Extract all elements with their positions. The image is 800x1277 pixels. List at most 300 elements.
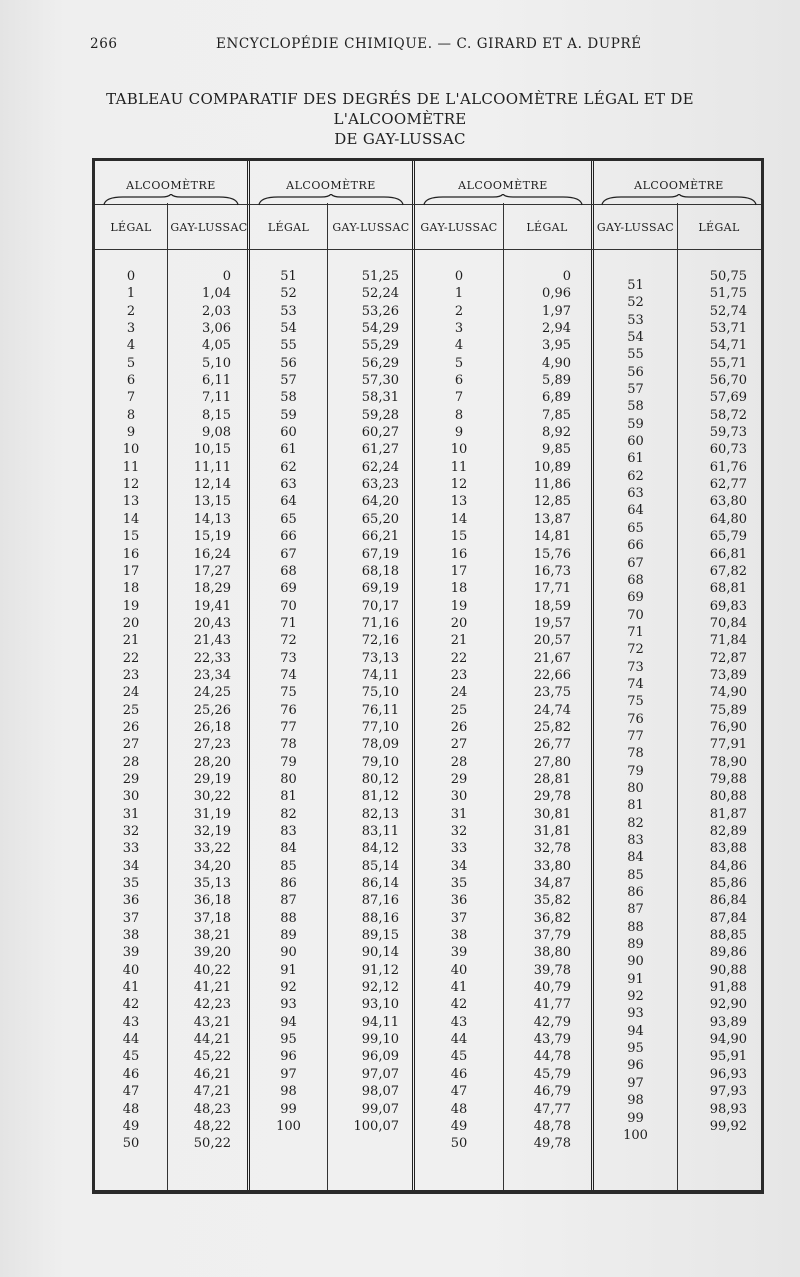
table-cell: 70 (627, 607, 644, 623)
table-cell: 40,79 (533, 980, 571, 996)
table-cell: 73 (627, 659, 644, 675)
table-cell: 38,80 (533, 945, 571, 961)
table-cell: 64,80 (709, 511, 747, 527)
table-cell: 48,22 (193, 1118, 231, 1134)
table-cell: 63,80 (709, 494, 747, 510)
table-cell: 50 (122, 1136, 140, 1152)
table-cell: 65 (280, 511, 297, 527)
table-cell: 62 (280, 459, 297, 475)
table-cell: 60 (627, 434, 644, 450)
table-cell: 19,57 (533, 615, 571, 631)
table-cell: 11,86 (533, 477, 571, 493)
table-cell: 28 (450, 754, 468, 770)
col-g2-legal (250, 268, 327, 1135)
table-cell: 38 (122, 928, 140, 944)
table-cell: 3 (454, 321, 464, 337)
table-cell: 55,29 (361, 338, 399, 354)
table-cell: 60,73 (709, 442, 747, 458)
table-cell: 78,90 (709, 754, 747, 770)
table-cell: 56 (627, 364, 644, 380)
table-cell: 4 (126, 338, 136, 354)
table-cell: 56 (280, 355, 297, 371)
header-brace (258, 194, 404, 206)
table-cell: 25 (122, 702, 140, 718)
table-cell: 15,19 (193, 529, 231, 545)
table-cell: 34,20 (193, 858, 231, 874)
table-cell: 41 (122, 980, 140, 996)
table-cell: 12,14 (193, 477, 231, 493)
table-cell: 57 (280, 373, 297, 389)
table-cell: 42 (450, 997, 468, 1013)
table-cell: 26 (450, 719, 468, 735)
table-cell: 49,78 (533, 1136, 571, 1152)
table-cell: 26,18 (193, 719, 231, 735)
table-cell: 78,09 (361, 737, 399, 753)
table-cell: 96 (280, 1049, 297, 1065)
table-cell: 91,12 (361, 962, 399, 978)
subheader-gay-lussac: GAY-LUSSAC (420, 221, 498, 234)
table-cell: 80,88 (709, 789, 747, 805)
table-cell: 9 (126, 425, 136, 441)
table-cell: 18 (122, 581, 140, 597)
table-cell: 56,70 (709, 373, 747, 389)
table-cell: 37 (450, 910, 468, 926)
table-cell: 27,23 (193, 737, 231, 753)
table-cell: 80 (627, 780, 644, 796)
table-cell: 1,04 (202, 286, 231, 302)
table-cell: 69 (627, 590, 644, 606)
table-cell: 52,24 (361, 286, 399, 302)
table-cell: 94,11 (361, 1014, 399, 1030)
table-cell: 80 (280, 771, 297, 787)
table-cell: 6 (126, 373, 136, 389)
table-cell: 64,20 (361, 494, 399, 510)
table-cell: 23,75 (533, 685, 571, 701)
table-cell: 53 (280, 303, 297, 319)
subheader-gay-lussac: GAY-LUSSAC (332, 221, 410, 234)
table-cell: 13,15 (193, 494, 231, 510)
table-cell: 41 (450, 980, 468, 996)
table-cell: 78 (280, 737, 297, 753)
table-cell: 64 (627, 503, 644, 519)
table-cell: 40 (122, 962, 140, 978)
table-cell: 88 (627, 919, 644, 935)
table-cell: 29 (450, 771, 468, 787)
table-cell: 22 (450, 650, 468, 666)
table-cell: 77,10 (361, 719, 399, 735)
table-cell: 70,84 (709, 615, 747, 631)
table-cell: 32,78 (533, 841, 571, 857)
table-cell: 35 (450, 876, 468, 892)
table-cell: 49 (450, 1118, 468, 1134)
table-cell: 18,59 (533, 598, 571, 614)
table-cell: 41,21 (193, 980, 231, 996)
table-cell: 47 (122, 1084, 140, 1100)
table-cell: 7,85 (542, 407, 571, 423)
table-cell: 88,16 (361, 910, 399, 926)
table-cell: 64 (280, 494, 297, 510)
table-cell: 56,29 (361, 355, 399, 371)
table-cell: 84,86 (709, 858, 747, 874)
table-cell: 99 (627, 1110, 644, 1126)
table-cell: 21,43 (193, 633, 231, 649)
col-g3-legal (503, 268, 571, 1153)
table-cell: 53,26 (361, 303, 399, 319)
table-cell: 89 (627, 937, 644, 953)
table-cell: 92,12 (361, 980, 399, 996)
table-cell: 40 (450, 962, 468, 978)
table-cell: 44 (122, 1032, 140, 1048)
table-cell: 16 (450, 546, 468, 562)
table-cell: 91,88 (709, 980, 747, 996)
table-cell: 66,81 (709, 546, 747, 562)
subheader-legal: LÉGAL (267, 221, 310, 234)
table-cell: 28 (122, 754, 140, 770)
table-cell: 61,76 (709, 459, 747, 475)
table-cell: 10,89 (533, 459, 571, 475)
table-cell: 70,17 (361, 598, 399, 614)
table-cell: 65,79 (709, 529, 747, 545)
table-cell: 53,71 (709, 321, 747, 337)
table-cell: 14 (122, 511, 140, 527)
table-cell: 17 (122, 563, 140, 579)
header-brace (601, 194, 757, 206)
table-cell: 66 (280, 529, 297, 545)
table-cell: 46,21 (193, 1066, 231, 1082)
table-cell: 44 (450, 1032, 468, 1048)
table-title-line-2: DE GAY-LUSSAC (334, 130, 466, 148)
table-cell: 90 (627, 954, 644, 970)
table-cell: 47,77 (533, 1101, 571, 1117)
table-cell: 1,97 (542, 303, 571, 319)
table-cell: 62 (627, 468, 644, 484)
table-cell: 74 (280, 667, 297, 683)
comparison-table (92, 158, 764, 1194)
table-cell: 39,78 (533, 962, 571, 978)
table-cell: 22,33 (193, 650, 231, 666)
table-cell: 1 (454, 286, 464, 302)
table-cell: 67 (280, 546, 297, 562)
table-cell: 3 (126, 321, 136, 337)
table-cell: 51,75 (709, 286, 747, 302)
table-cell: 25 (450, 702, 468, 718)
table-cell: 46 (122, 1066, 140, 1082)
table-cell: 99,92 (709, 1118, 747, 1134)
table-cell: 40,22 (193, 962, 231, 978)
table-cell: 7 (454, 390, 464, 406)
table-cell: 26,77 (533, 737, 571, 753)
table-cell: 32 (450, 824, 468, 839)
table-cell: 25,82 (533, 719, 571, 735)
table-cell: 10,15 (193, 442, 231, 458)
table-cell: 85 (280, 858, 297, 874)
table-cell: 52 (627, 295, 644, 311)
table-cell: 25,26 (193, 702, 231, 718)
table-cell: 9,08 (202, 425, 231, 441)
table-cell: 22,66 (533, 667, 571, 683)
table-cell: 75 (280, 685, 297, 701)
running-title: ENCYCLOPÉDIE CHIMIQUE. — C. GIRARD ET A. DUPRÉ (216, 36, 642, 52)
table-cell: 54,71 (709, 338, 747, 354)
table-cell: 79,10 (361, 754, 399, 770)
table-cell: 0 (126, 269, 136, 284)
table-cell: 16,73 (533, 563, 571, 579)
table-title (60, 89, 740, 149)
table-cell: 0 (562, 269, 571, 284)
subheader-legal: LÉGAL (110, 221, 152, 234)
group-header-2: ALCOOMÈTRE (286, 179, 376, 192)
table-cell: 31 (122, 806, 140, 822)
table-cell: 32 (122, 824, 140, 839)
table-cell: 55 (627, 347, 644, 363)
table-cell: 72,87 (709, 650, 747, 666)
table-cell: 24,74 (533, 702, 571, 718)
table-cell: 43 (450, 1014, 468, 1030)
table-cell: 19 (122, 598, 140, 614)
table-cell: 36 (450, 893, 468, 909)
table-cell: 84,12 (361, 841, 399, 857)
table-cell: 12 (122, 477, 140, 493)
table-cell: 2,94 (542, 321, 571, 337)
table-cell: 11 (450, 459, 468, 475)
table-cell: 71,84 (709, 633, 747, 649)
table-cell: 74,11 (361, 667, 399, 683)
table-cell: 63 (280, 477, 297, 493)
table-cell: 42 (122, 997, 140, 1013)
table-cell: 86 (280, 876, 297, 892)
table-cell: 30,22 (193, 789, 231, 805)
table-cell: 60 (280, 425, 297, 441)
table-cell: 32,19 (193, 824, 231, 839)
table-cell: 93,10 (361, 997, 399, 1013)
table-cell: 37,79 (533, 928, 571, 944)
table-cell: 76,11 (361, 702, 399, 718)
table-cell: 6 (454, 373, 464, 389)
table-cell: 14,13 (193, 511, 231, 527)
col-g4-gay-lussac (594, 277, 677, 1144)
table-cell: 22 (122, 650, 140, 666)
table-cell: 36,18 (193, 893, 231, 909)
table-cell: 35,13 (193, 876, 231, 892)
table-cell: 39,20 (193, 945, 231, 961)
table-cell: 24 (450, 685, 468, 701)
table-cell: 99 (280, 1101, 297, 1117)
table-cell: 2 (126, 303, 136, 319)
table-cell: 89 (280, 928, 297, 944)
table-cell: 98 (627, 1093, 644, 1109)
table-cell: 67,19 (361, 546, 399, 562)
table-cell: 35 (122, 876, 140, 892)
table-cell: 33 (450, 841, 468, 857)
table-cell: 20,57 (533, 633, 571, 649)
table-cell: 100 (276, 1118, 301, 1134)
header-brace (103, 194, 239, 206)
table-cell: 91 (280, 962, 297, 978)
table-cell: 45 (450, 1049, 468, 1065)
col-g2-gay-lussac (327, 268, 399, 1135)
table-cell: 88,85 (709, 928, 747, 944)
table-cell: 48 (450, 1101, 468, 1117)
table-cell: 51,25 (361, 269, 399, 284)
table-cell: 53 (627, 312, 644, 328)
subheader-legal: LÉGAL (526, 221, 568, 234)
table-cell: 8 (454, 407, 464, 423)
table-cell: 54 (627, 330, 644, 346)
table-cell: 31,81 (533, 824, 571, 839)
table-cell: 68,18 (361, 563, 399, 579)
table-cell: 59,28 (361, 407, 399, 423)
header-brace (423, 194, 583, 206)
table-cell: 58 (280, 390, 297, 406)
table-cell: 19 (450, 598, 468, 614)
table-cell: 7,11 (202, 390, 231, 406)
table-cell: 26 (122, 719, 140, 735)
table-cell: 51 (280, 269, 297, 284)
table-cell: 1 (126, 286, 136, 302)
table-cell: 20 (122, 615, 140, 631)
table-cell: 63,23 (361, 477, 399, 493)
table-cell: 86,84 (709, 893, 747, 909)
table-cell: 27 (450, 737, 468, 753)
table-cell: 57 (627, 382, 644, 398)
table-cell: 55,71 (709, 355, 747, 371)
group-header-3: ALCOOMÈTRE (458, 179, 548, 192)
table-cell: 76 (280, 702, 297, 718)
table-cell: 43,21 (193, 1014, 231, 1030)
table-cell: 88 (280, 910, 297, 926)
table-cell: 3,06 (202, 321, 231, 337)
table-cell: 84 (627, 850, 644, 866)
table-cell: 95 (280, 1032, 297, 1048)
table-cell: 11 (122, 459, 140, 475)
table-cell: 52 (280, 286, 297, 302)
table-cell: 86 (627, 885, 644, 901)
table-cell: 29,19 (193, 771, 231, 787)
table-cell: 85,86 (709, 876, 747, 892)
group-header-4: ALCOOMÈTRE (634, 179, 724, 192)
table-cell: 100,07 (353, 1118, 399, 1134)
subheader-gay-lussac: GAY-LUSSAC (170, 221, 248, 234)
table-cell: 29,78 (533, 789, 571, 805)
table-cell: 28,81 (533, 771, 571, 787)
table-cell: 72,16 (361, 633, 399, 649)
table-cell: 71 (280, 615, 297, 631)
col-g1-gay-lussac (167, 268, 231, 1153)
table-cell: 87,84 (709, 910, 747, 926)
table-cell: 95,91 (709, 1049, 747, 1065)
table-cell: 90 (280, 945, 297, 961)
table-cell: 82,89 (709, 824, 747, 839)
table-cell: 65 (627, 520, 644, 536)
table-cell: 50,22 (193, 1136, 231, 1152)
table-cell: 30,81 (533, 806, 571, 822)
table-cell: 83 (280, 824, 297, 839)
table-cell: 99,07 (361, 1101, 399, 1117)
page-number: 266 (90, 36, 118, 52)
table-cell: 55 (280, 338, 297, 354)
table-cell: 41,77 (533, 997, 571, 1013)
table-cell: 83,88 (709, 841, 747, 857)
table-cell: 65,20 (361, 511, 399, 527)
table-cell: 17 (450, 563, 468, 579)
table-cell: 94 (627, 1023, 644, 1039)
table-cell: 58,72 (709, 407, 747, 423)
table-cell: 92 (280, 980, 297, 996)
table-cell: 86,14 (361, 876, 399, 892)
table-cell: 37,18 (193, 910, 231, 926)
table-cell: 67 (627, 555, 644, 571)
table-cell: 97 (627, 1075, 644, 1091)
table-cell: 83 (627, 833, 644, 848)
table-cell: 45 (122, 1049, 140, 1065)
table-cell: 82 (627, 815, 644, 831)
table-cell: 84 (280, 841, 297, 857)
table-cell: 9,85 (542, 442, 571, 458)
table-cell: 17,71 (533, 581, 571, 597)
table-cell: 66 (627, 538, 644, 554)
subheader-legal: LÉGAL (698, 221, 740, 234)
table-cell: 69,19 (361, 581, 399, 597)
table-cell: 20 (450, 615, 468, 631)
table-cell: 46 (450, 1066, 468, 1082)
table-cell: 33 (122, 841, 140, 857)
table-cell: 69 (280, 581, 297, 597)
table-cell: 74,90 (709, 685, 747, 701)
col-g1-legal (95, 268, 167, 1153)
table-cell: 98,07 (361, 1084, 399, 1100)
table-cell: 6,11 (202, 373, 231, 389)
table-cell: 78 (627, 746, 644, 762)
table-cell: 8 (126, 407, 136, 423)
table-cell: 67,82 (709, 563, 747, 579)
table-cell: 10 (450, 442, 468, 458)
table-cell: 47,21 (193, 1084, 231, 1100)
table-cell: 29 (122, 771, 140, 787)
table-cell: 87,16 (361, 893, 399, 909)
table-cell: 43 (122, 1014, 140, 1030)
table-cell: 9 (454, 425, 464, 441)
table-cell: 34 (450, 858, 468, 874)
table-cell: 75,10 (361, 685, 399, 701)
table-cell: 21 (122, 633, 140, 649)
table-cell: 73 (280, 650, 297, 666)
table-cell: 81 (627, 798, 644, 814)
table-cell: 85 (627, 867, 644, 883)
table-cell: 46,79 (533, 1084, 571, 1100)
table-cell: 92,90 (709, 997, 747, 1013)
table-cell: 20,43 (193, 615, 231, 631)
table-cell: 100 (623, 1127, 648, 1143)
table-cell: 62,24 (361, 459, 399, 475)
table-cell: 12,85 (533, 494, 571, 510)
table-cell: 24,25 (193, 685, 231, 701)
table-cell: 8,92 (542, 425, 571, 441)
table-cell: 12 (450, 477, 468, 493)
table-cell: 82 (280, 806, 297, 822)
table-cell: 96 (627, 1058, 644, 1074)
table-cell: 96,93 (709, 1066, 747, 1082)
table-cell: 59 (627, 416, 644, 432)
table-cell: 94,90 (709, 1032, 747, 1048)
table-cell: 61 (280, 442, 297, 458)
table-cell: 92 (627, 989, 644, 1005)
table-cell: 37 (122, 910, 140, 926)
table-cell: 97,93 (709, 1084, 747, 1100)
table-cell: 43,79 (533, 1032, 571, 1048)
table-cell: 93 (627, 1006, 644, 1022)
table-cell: 36 (122, 893, 140, 909)
table-cell: 10 (122, 442, 140, 458)
